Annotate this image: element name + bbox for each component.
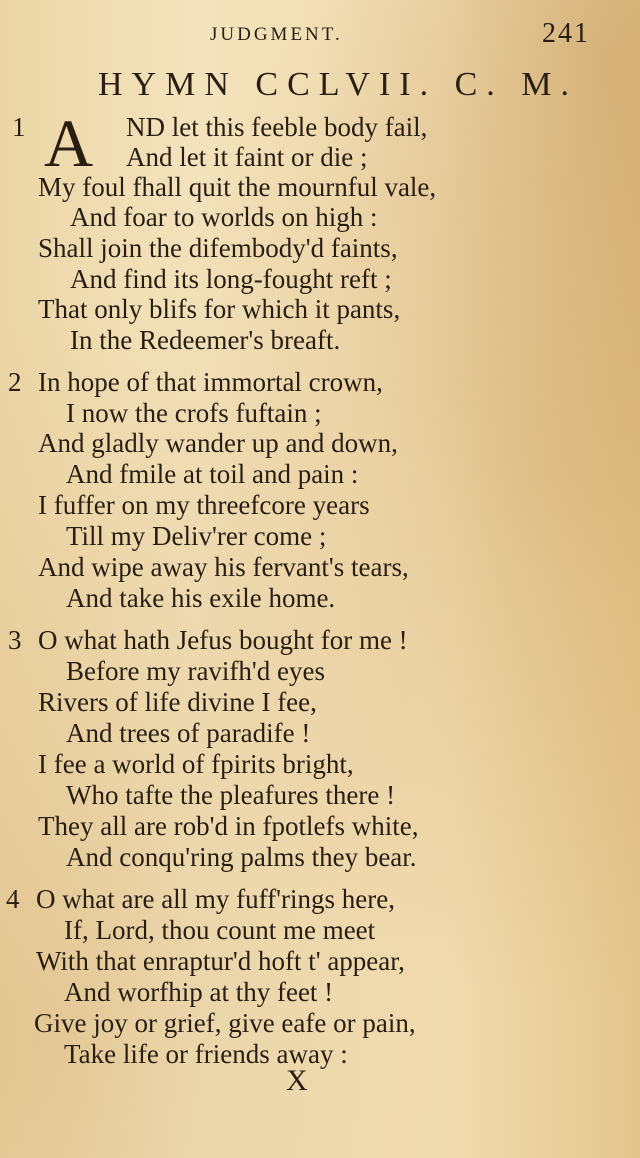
hymn-heading: HYMN CCLVII. C. M.	[98, 66, 579, 103]
verse-number: 1	[12, 112, 26, 142]
verse-line: Before my ravifh'd eyes	[66, 656, 326, 686]
verse-line: Who tafte the pleafures there !	[66, 780, 396, 810]
verse-line: My foul fhall quit the mournful vale,	[38, 172, 437, 202]
verse-line: And conqu'ring palms they bear.	[66, 842, 417, 872]
verse-line: And trees of paradife !	[66, 718, 311, 748]
verse-line: Till my Deliv'rer come ;	[66, 521, 327, 551]
verse-line: And take his exile home.	[66, 583, 336, 613]
verse-line: I fuffer on my threefcore years	[38, 490, 370, 520]
verse-line: They all are rob'd in fpotlefs white,	[38, 811, 419, 841]
verse-line: O what hath Jefus bought for me !	[38, 625, 408, 655]
verse-line: And fmile at toil and pain :	[66, 459, 359, 489]
signature-mark: X	[286, 1064, 308, 1097]
verse-line: Shall join the difembody'd faints,	[38, 233, 398, 263]
verse-number: 2	[8, 367, 22, 397]
verse-line: I now the crofs fuftain ;	[66, 398, 322, 428]
verse-line: With that enraptur'd hoft t' appear,	[36, 946, 405, 976]
verse-line: ND let this feeble body fail,	[126, 112, 428, 142]
verse-line: And foar to worlds on high :	[70, 202, 378, 232]
verse-line: Give joy or grief, give eafe or pain,	[34, 1008, 416, 1038]
drop-cap: A	[44, 105, 94, 181]
verse-number: 4	[6, 884, 20, 914]
verse-line: And find its long-fought reft ;	[70, 264, 392, 294]
verse-line: I fee a world of fpirits bright,	[38, 749, 354, 779]
verse-line: And let it faint or die ;	[126, 142, 368, 172]
verse-line: That only blifs for which it pants,	[38, 294, 401, 324]
page-number: 241	[542, 18, 590, 49]
verse-number: 3	[8, 625, 22, 655]
verse-line: And wipe away his fervant's tears,	[38, 552, 409, 582]
running-head	[0, 18, 640, 54]
verse-line: In hope of that immortal crown,	[38, 367, 383, 397]
verse-line: If, Lord, thou count me meet	[64, 915, 376, 945]
verse-line: And worfhip at thy feet !	[64, 977, 334, 1007]
running-title: JUDGMENT.	[210, 24, 343, 45]
verse-line: Take life or friends away :	[64, 1039, 348, 1069]
verse-line: O what are all my fuff'rings here,	[36, 884, 395, 914]
verse-line: Rivers of life divine I fee,	[38, 687, 317, 717]
verse-line: And gladly wander up and down,	[38, 428, 398, 458]
verse-line: In the Redeemer's breaft.	[70, 325, 341, 355]
